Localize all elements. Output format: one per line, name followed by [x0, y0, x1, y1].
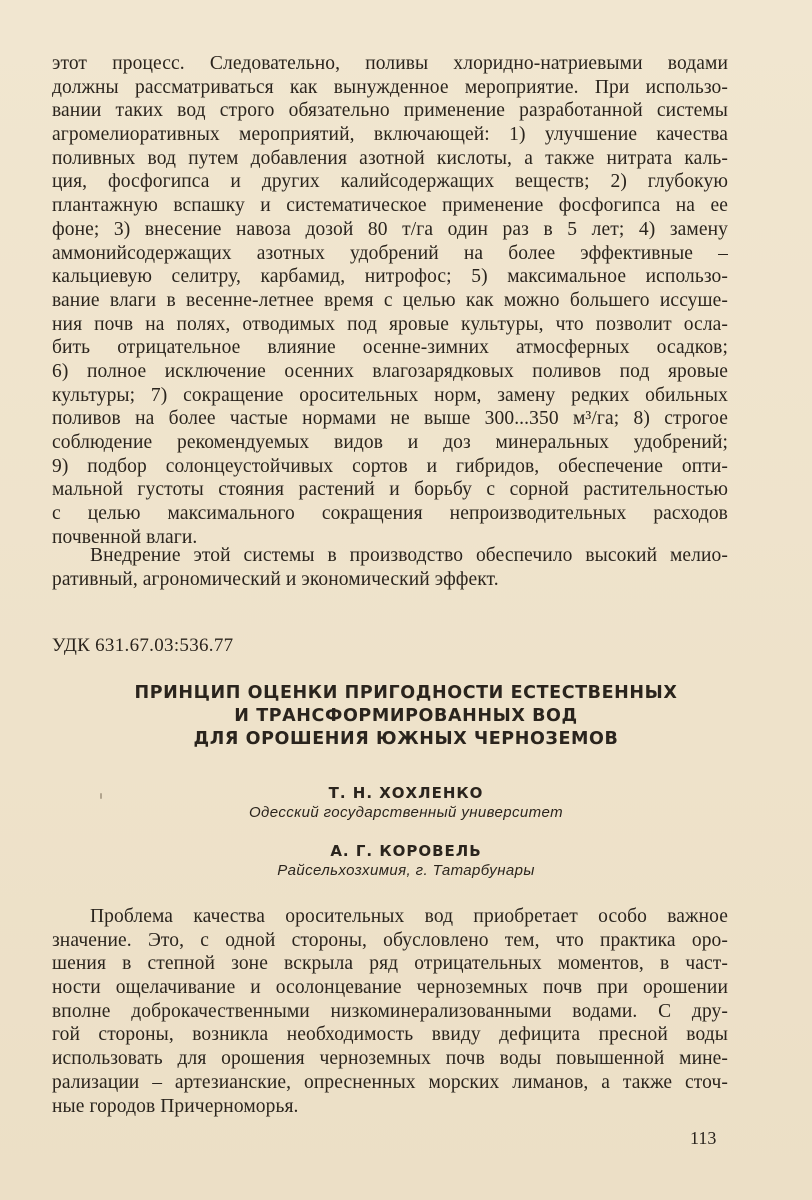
text-line: Проблема качества оросительных вод приобретает особо важное: [90, 906, 728, 927]
author-block: [0, 783, 812, 823]
text-line: шения в степной зоне вскрыла ряд отрицательных моментов, в част-: [52, 953, 728, 975]
text-line: аммонийсодержащих азотных удобрений на более эффективные –: [52, 242, 728, 264]
text-line: ция, фосфогипса и других калийсодержащих веществ; 2) глубокую: [52, 171, 728, 193]
article-title: [0, 682, 812, 751]
title-line: ДЛЯ ОРОШЕНИЯ ЮЖНЫХ ЧЕРНОЗЕМОВ: [193, 729, 619, 749]
author-block: [0, 841, 812, 881]
text-line: с целью максимального сокращения непроизводительных расходов: [52, 503, 728, 525]
text-line: гой стороны, возникла необходимость ввиду дефицита пресной воды: [52, 1024, 728, 1046]
author-affiliation: Райсельхозхимия, г. Татарбунары: [277, 862, 535, 879]
text-line: использовать для орошения черноземных почв воды повышенной мине-: [52, 1048, 728, 1070]
text-line: ные городов Причерноморья.: [52, 1095, 299, 1117]
author-name: А. Г. КОРОВЕЛЬ: [330, 842, 482, 860]
text-line: 9) подбор солонцеустойчивых сортов и гибридов, обеспечение опти-: [52, 455, 728, 477]
udk-code: УДК 631.67.03:536.77: [52, 635, 234, 656]
text-line: ративный, агрономический и экономический эффект.: [52, 568, 499, 590]
top-paragraph: [52, 52, 728, 549]
title-line: И ТРАНСФОРМИРОВАННЫХ ВОД: [234, 706, 578, 726]
text-line: бить отрицательное влияние осенне-зимних атмосферных осадков;: [52, 337, 728, 359]
text-line: агромелиоративных мероприятий, включающей: 1) улучшение качества: [52, 124, 728, 146]
text-line: мальной густоты стояния растений и борьбу с сорной растительностью: [52, 479, 728, 501]
text-line: должны рассматриваться как вынужденное мероприятие. При использо-: [52, 76, 728, 98]
text-line: плантажную вспашку и систематическое применение фосфогипса на ее: [52, 195, 728, 217]
text-line: рализации – артезианские, опресненных морских лиманов, а также сточ-: [52, 1071, 728, 1093]
text-line: вполне доброкачественными низкоминерализованными водами. С дру-: [52, 1000, 728, 1022]
intro-paragraph: [52, 905, 728, 1118]
text-line: кальциевую селитру, карбамид, нитрофос; 5) максимальное использо-: [52, 266, 728, 288]
text-line: вании таких вод строго обязательно применение разработанной системы: [52, 100, 728, 122]
text-line: ния почв на полях, отводимых под яровые культуры, что позволит осла-: [52, 313, 728, 335]
text-line: вание влаги в весенне-летнее время с целью как можно большего иссуше-: [52, 289, 728, 311]
text-line: значение. Это, с одной стороны, обусловлено тем, что практика оро-: [52, 929, 728, 951]
text-line: фоне; 3) внесение навоза дозой 80 т/га один раз в 5 лет; 4) замену: [52, 218, 728, 240]
author-name: Т. Н. ХОХЛЕНКО: [328, 784, 484, 802]
author-affiliation: Одесский государственный университет: [248, 804, 564, 821]
text-line: поливов на более частые нормами не выше 300...350 м³/га; 8) строгое: [52, 408, 728, 430]
text-line: культуры; 7) сокращение оросительных норм, замену редких обильных: [52, 384, 728, 406]
text-line: Внедрение этой системы в производство обеспечило высокий мелио-: [90, 545, 728, 566]
paper-speck: [100, 793, 102, 799]
text-line: 6) полное исключение осенних влагозарядковых поливов под яровые: [52, 360, 728, 382]
text-line: ности ощелачивание и осолонцевание черноземных почв при орошении: [52, 977, 728, 999]
text-line: соблюдение рекомендуемых видов и доз минеральных удобрений;: [52, 432, 728, 453]
text-line: этот процесс. Следовательно, поливы хлоридно-натриевыми водами: [52, 53, 728, 74]
text-line: поливных вод путем добавления азотной кислоты, а также нитрата каль-: [52, 147, 728, 169]
text-line: почвенной влаги.: [52, 526, 198, 548]
title-line: ПРИНЦИП ОЦЕНКИ ПРИГОДНОСТИ ЕСТЕСТВЕННЫХ: [134, 683, 678, 703]
page-number: 113: [690, 1128, 717, 1148]
closing-paragraph: [52, 544, 728, 591]
